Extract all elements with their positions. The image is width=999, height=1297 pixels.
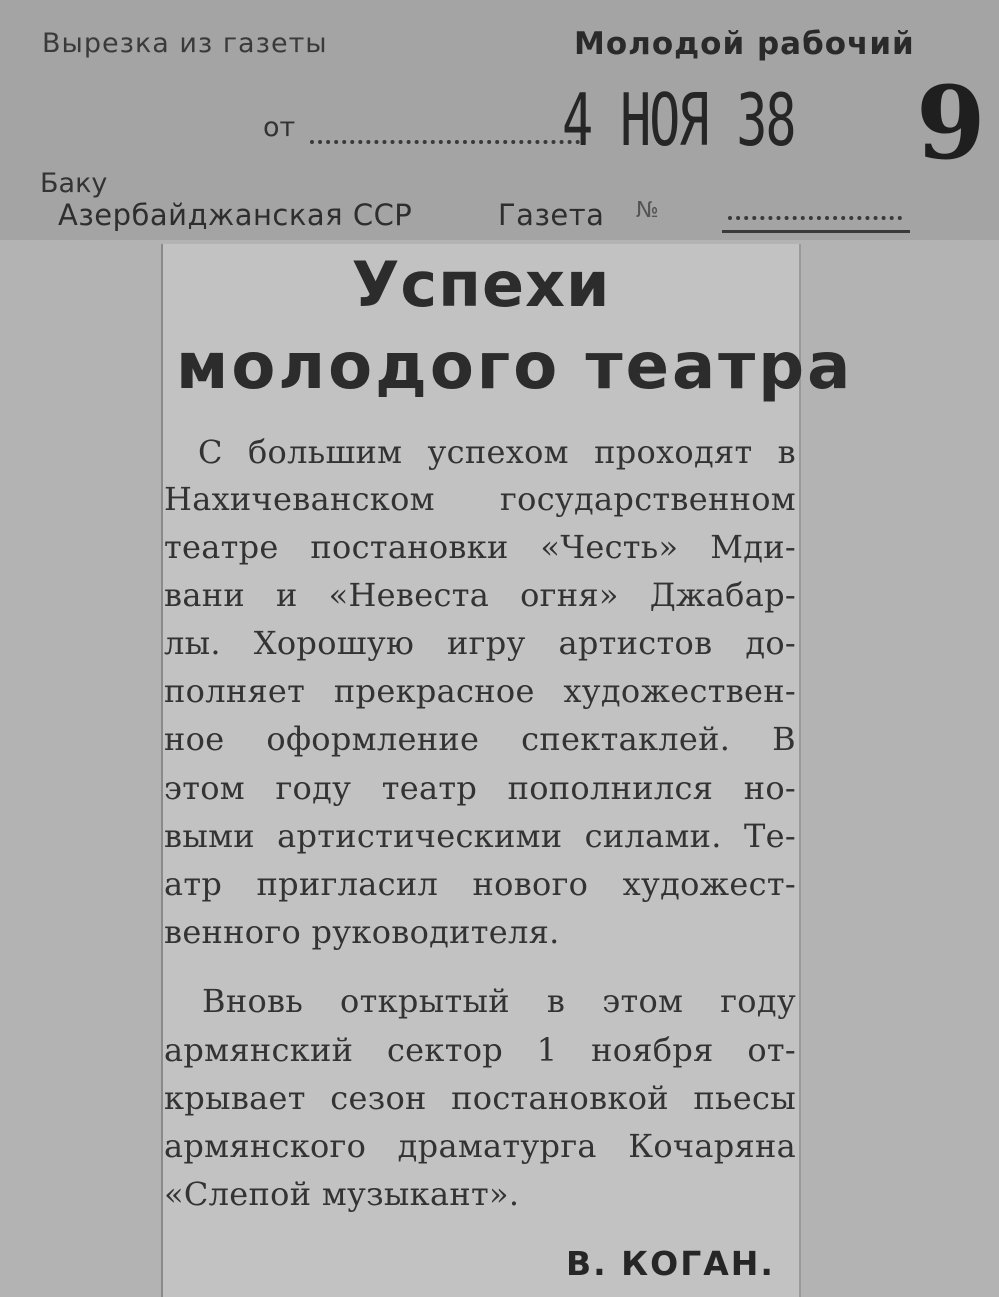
date-stamp: 4 НОЯ 38 [562, 78, 795, 162]
number-dotted-line [722, 230, 910, 233]
paragraph-2-line-2: армянский сектор 1 ноября от- [164, 1031, 796, 1069]
city-label: Баку [40, 168, 108, 199]
region-label: Азербайджанская ССР [58, 198, 413, 232]
paragraph-1-line-9: выми артистическими силами. Те- [164, 817, 796, 855]
paragraph-1-line-2: Нахичеванском государственном [164, 480, 796, 518]
paragraph-1-line-8: этом году театр пополнился но- [164, 769, 796, 807]
paragraph-1-line-5: лы. Хорошую игру артистов до- [164, 624, 796, 662]
paragraph-1-line-10: атр пригласил нового художест- [164, 865, 796, 903]
article-signature: В. КОГАН. [566, 1244, 775, 1283]
article-title-line-2: молодого театра [176, 330, 854, 404]
paragraph-1-line-6: полняет прекрасное художествен- [164, 672, 796, 710]
article-title-line-1: Успехи [351, 248, 611, 321]
archive-header [0, 0, 999, 240]
paragraph-1-line-11: венного руководителя. [164, 913, 560, 951]
paragraph-1-line-7: ное оформление спектаклей. В [164, 720, 796, 758]
newspaper-name: Молодой рабочий [574, 26, 915, 62]
stamp-number: 9 [916, 64, 986, 182]
newspaper-label: Газета [498, 198, 605, 232]
paragraph-2-line-3: крывает сезон постановкой пьесы [164, 1079, 796, 1117]
paragraph-1-line-3: театре постановки «Честь» Мди- [164, 528, 796, 566]
paragraph-2-line-1: Вновь открытый в этом году [202, 982, 796, 1020]
date-dotted-line [310, 140, 580, 144]
clipping-label: Вырезка из газеты [42, 28, 328, 59]
paragraph-2-line-5: «Слепой музыкант». [164, 1175, 520, 1213]
paragraph-1-line-4: вани и «Невеста огня» Джабар- [164, 576, 796, 614]
number-label: № [636, 198, 659, 223]
date-from-label: от [263, 112, 296, 143]
paragraph-2-line-4: армянского драматурга Кочаряна [164, 1127, 796, 1165]
paragraph-1-line-1: С большим успехом проходят в [198, 433, 796, 471]
